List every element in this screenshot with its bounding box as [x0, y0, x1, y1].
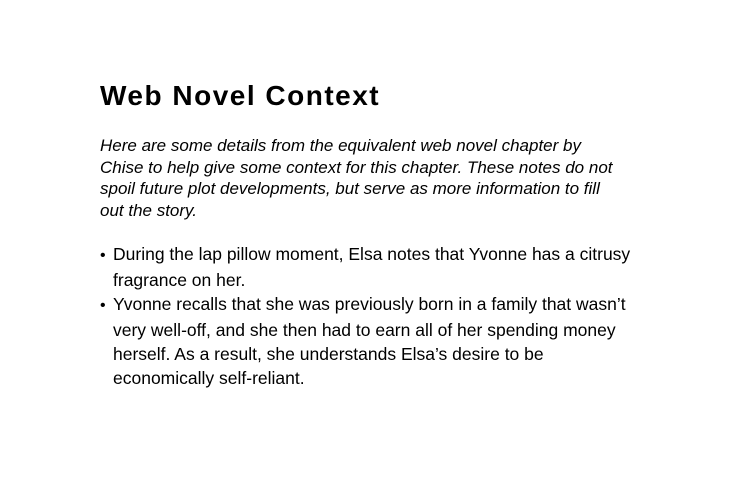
list-item [100, 242, 648, 292]
list-item [100, 292, 648, 390]
notes-list [100, 242, 648, 390]
note-text: Yvonne recalls that she was previously born in a family that wasn’t very well-off, and she then had to earn all of her spending money herself. As a result, she understands Elsa’s desire to be economically self-reliant. [113, 294, 626, 388]
note-text: During the lap pillow moment, Elsa notes that Yvonne has a citrusy fragrance on her. [113, 244, 631, 290]
bullet-icon: • [100, 247, 106, 264]
intro-paragraph: Here are some details from the equivalent web novel chapter by Chise to help give some context for this chapter. These notes do not spoil future plot developments, but serve as more information to fill out the story. [100, 136, 613, 220]
page-title: Web Novel Context [100, 80, 381, 111]
bullet-icon: • [100, 297, 106, 314]
